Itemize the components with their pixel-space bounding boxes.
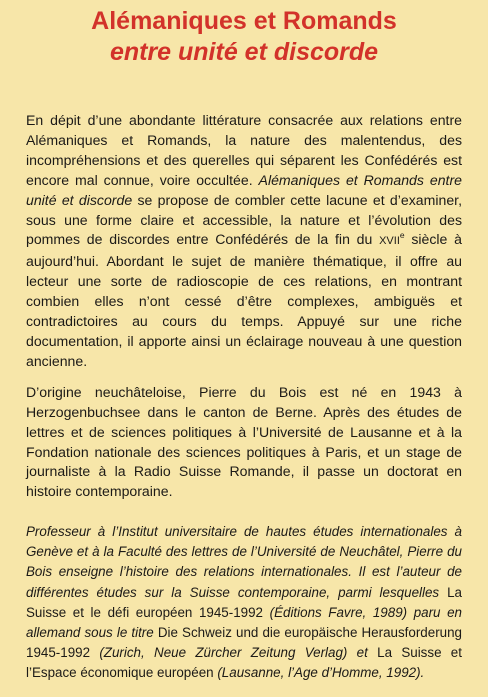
summary-text-1: En dépit d’une abondante littérature consacrée aux relations entre Alémaniques et Romands, la nature des malentendus, des incompréhensions et des querelles qui séparent les Confédérés est encore mal connue, voire occultée.	[26, 112, 462, 188]
career-book-2: Die Schweiz und die europäische Herausforderung 1945-1992	[26, 624, 462, 660]
career-publisher-2: (Zurich, Neue Zürcher Zeitung Verlag) et	[99, 644, 368, 660]
book-title: Alémaniques et Romands	[91, 7, 397, 35]
book-subtitle: entre unité et discorde	[109, 38, 379, 66]
summary-text-3: siècle à aujourd’hui. Abordant le sujet de manière thématique, il offre au lecteur une sorte de radioscopie de ces relations, en montrant combien elles n’ont cessé d’être complexes, ambiguës et contradictoires au cours du temps. Appuyé sur une riche documentation, il apporte ainsi un éclairage nouveau à une question ancienne.	[26, 231, 462, 369]
author-career-paragraph	[26, 522, 462, 683]
summary-century-suffix: e	[399, 229, 405, 240]
career-publisher-1: (Éditions Favre, 1989) paru en allemand sous le titre	[26, 604, 462, 640]
career-book-1: La Suisse et le défi européen 1945-1992	[26, 584, 462, 620]
career-publisher-3: (Lausanne, l’Age d’Homme, 1992).	[217, 664, 425, 680]
career-book-3: La Suisse et l’Espace économique européen	[26, 644, 462, 680]
career-text-1: Professeur à l’Institut universitaire de hautes études internationales à Genève et à la Faculté des lettres de l’Université de Neuchâtel, Pierre du Bois enseigne l’histoire des relations internationales. Il est l’auteur de différentes études sur la Suisse contemporaine, parmi lesquelles	[26, 524, 462, 600]
book-summary-paragraph	[26, 111, 462, 372]
summary-century: XVII	[379, 235, 400, 248]
author-bio-paragraph: D’origine neuchâteloise, Pierre du Bois est né en 1943 à Herzogenbuchsee dans le canton de Berne. Après des études de lettres et de sciences politiques à l’Université de Lausanne et à la Fondation nationale des sciences politiques à Paris, et un stage de journaliste à la Radio Suisse Romande, il passe un doctorat en histoire contemporaine.	[26, 383, 462, 500]
summary-text-2: se propose de combler cette lacune et d’examiner, sous une forme claire et accessible, la nature et l’évolution des pommes de discordes entre Confédérés de la fin du	[26, 191, 463, 248]
summary-book-title: Alémaniques et Romands entre unité et discorde	[26, 171, 462, 208]
